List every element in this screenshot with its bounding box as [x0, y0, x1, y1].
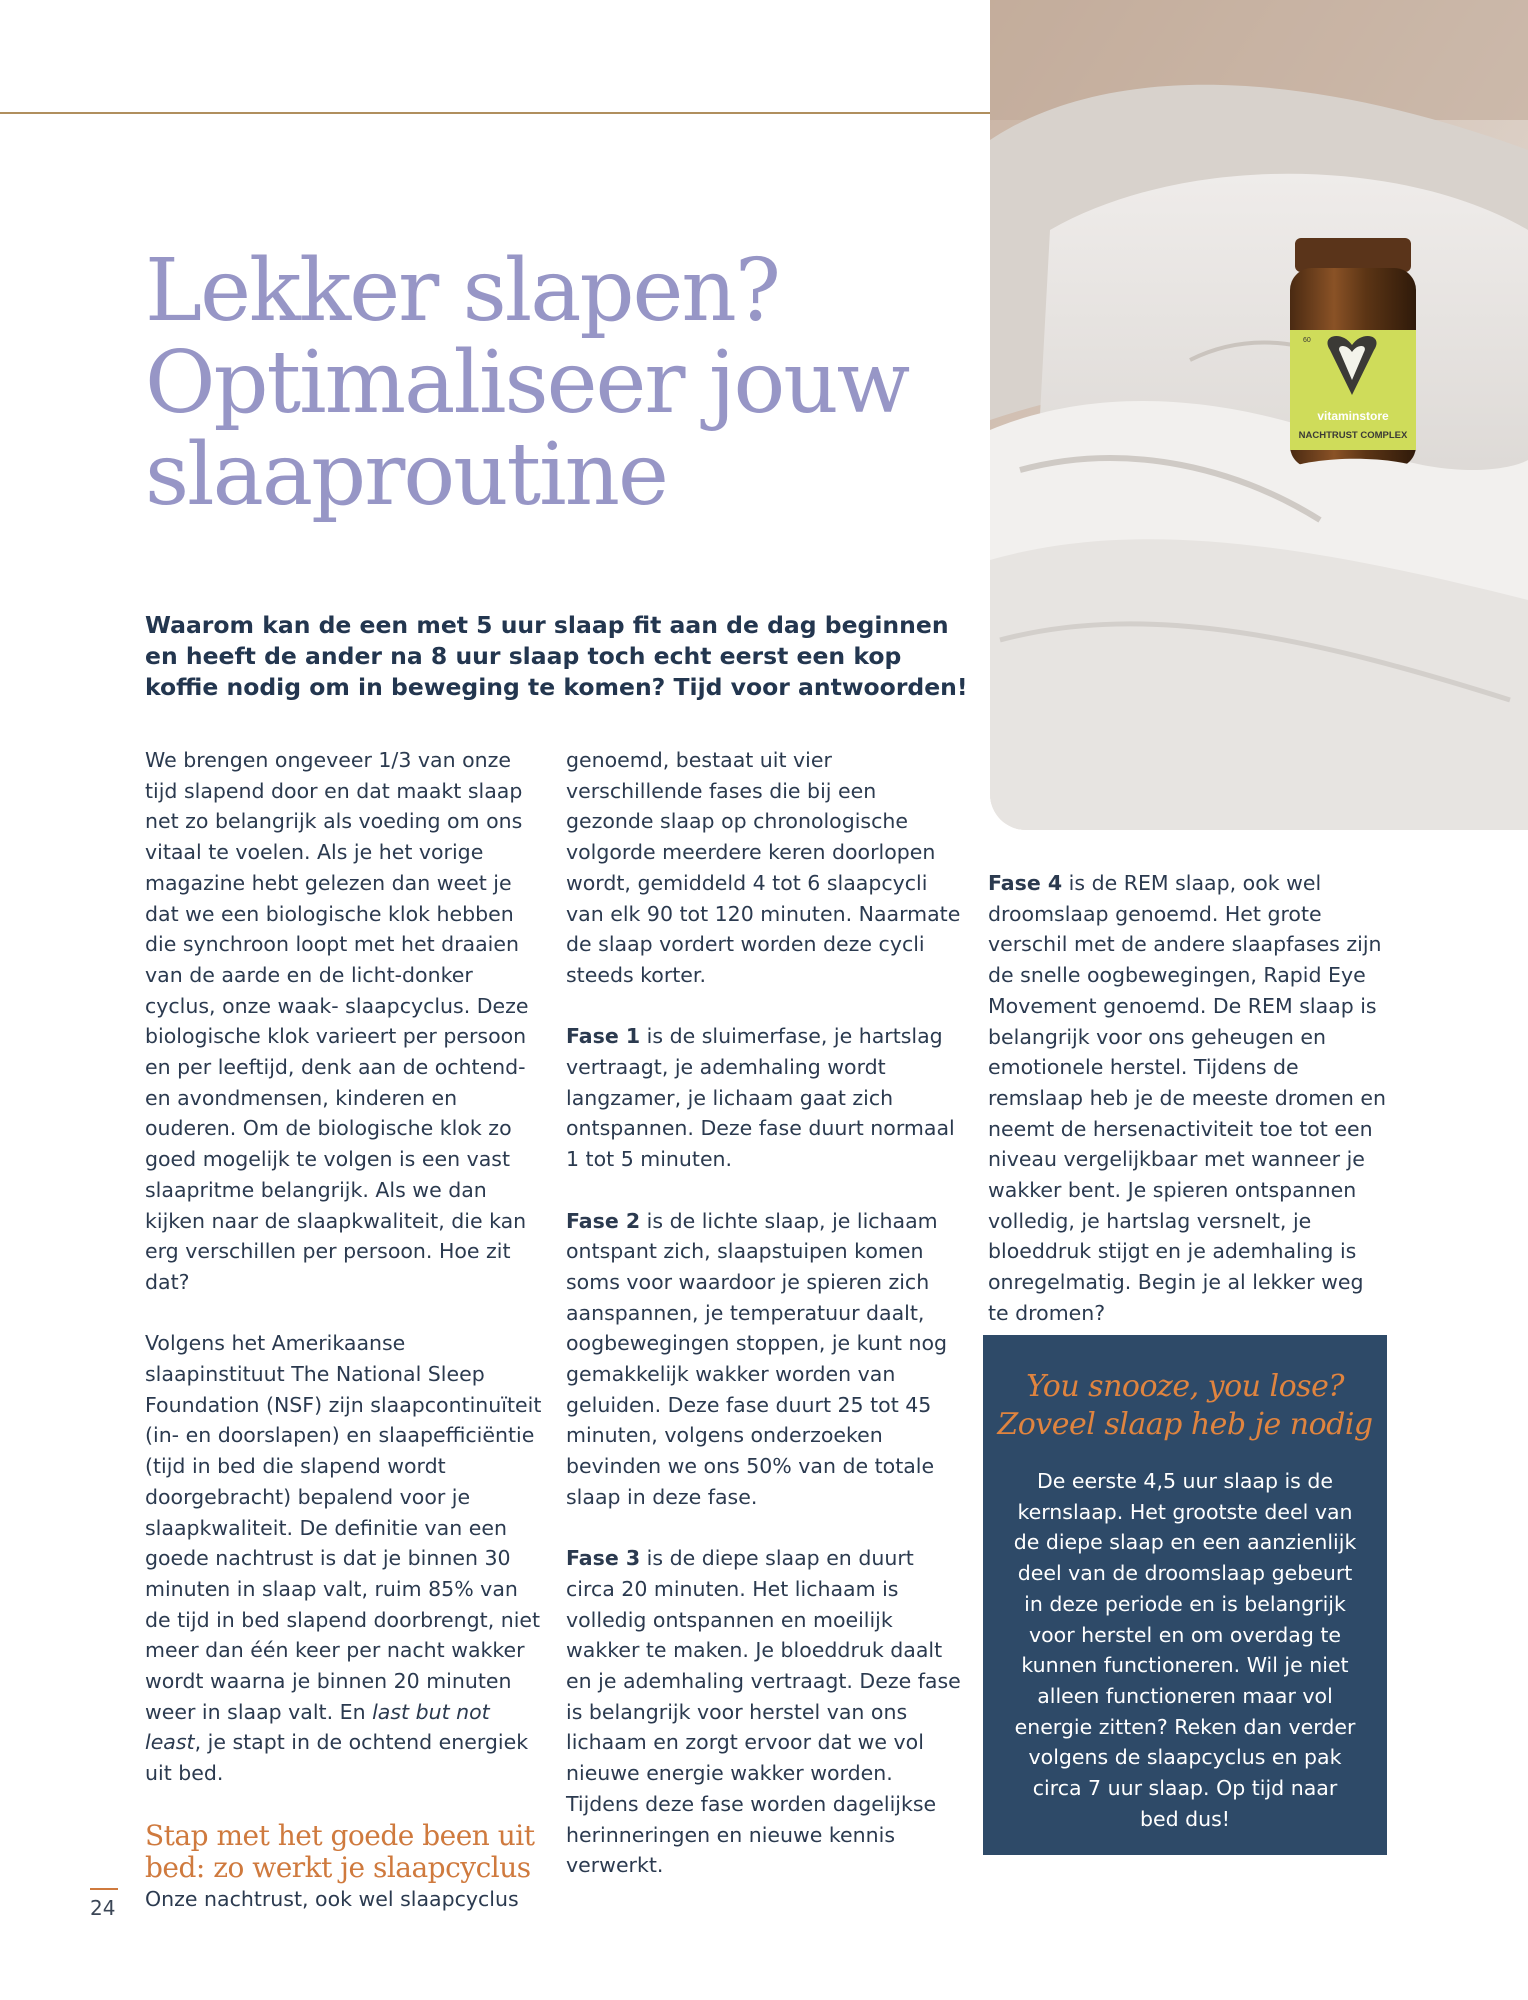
column-2 — [566, 745, 966, 1881]
hero-photo — [990, 0, 1528, 830]
col1-p2-text-b: , je stapt in de ochtend energiek uit bed. — [145, 1730, 529, 1786]
fase-1-text: is de sluimerfase, je hartslag vertraagt, je ademhaling wordt langzamer, je lichaam gaat zich ontspannen. Deze fase duurt normaal 1 tot 5 minuten. — [566, 1024, 955, 1172]
col1-paragraph-1: We brengen ongeveer 1/3 van onze tijd slapend door en dat maakt slaap net zo belangrijk als voeding om ons vitaal te voelen. Als je het vorige magazine hebt gelezen dan weet je dat we een biologische klok hebben die synchroon loopt met het draaien van de aarde en de licht-donker cyclus, onze waak- slaapcyclus. Deze biologische klok varieert per persoon en per leeftijd, denk aan de ochtend- en avondmensen, kinderen en ouderen. Om de biologische klok zo goed mogelijk te volgen is een vast slaapritme belangrijk. Als we dan kijken naar de slaapkwaliteit, die kan erg verschillen per persoon. Hoe zit dat? — [145, 748, 529, 1294]
column-3 — [988, 868, 1388, 1329]
section-subheading: Stap met het goede been uit bed: zo werkt je slaapcyclus — [145, 1818, 535, 1884]
article-lead: Waarom kan de een met 5 uur slaap fit aan de dag beginnen en heeft de ander na 8 uur slaap toch echt eerst een kop koffie nodig om in beweging te komen? Tijd voor antwoorden! — [145, 611, 968, 701]
fase-3-paragraph — [566, 1543, 966, 1881]
callout-title-line-2: Zoveel slaap heb je nodig — [997, 1407, 1373, 1442]
page-number-rule — [90, 1888, 118, 1890]
column-1 — [145, 745, 545, 1914]
col1-paragraph-2 — [145, 1328, 545, 1789]
fase-1-paragraph — [566, 1021, 966, 1175]
bottle-product-label: NACHTRUST COMPLEX — [1298, 430, 1408, 441]
fase-3-label: Fase 3 — [566, 1546, 641, 1571]
bottle-brand-label: vitaminstore — [1317, 409, 1389, 423]
fase-4-paragraph — [988, 868, 1388, 1329]
pillow-bottle-illustration — [990, 0, 1528, 830]
article-title — [145, 241, 945, 525]
callout-body: De eerste 4,5 uur slaap is de kernslaap. Het grootste deel van de diepe slaap en een aanzienlijk deel van de droomslaap gebeurt in deze periode en is belangrijk voor herstel en om overdag te kunnen functioneren. Wil je niet alleen functioneren maar vol energie zitten? Reken dan verder volgens de slaapcyclus en pak circa 7 uur slaap. Op tijd naar bed dus! — [1013, 1469, 1357, 1831]
col1-paragraph-3: Onze nachtrust, ook wel slaapcyclus — [145, 1886, 519, 1911]
sleep-callout-box — [983, 1335, 1387, 1855]
bottle-badge-label: 60 — [1303, 337, 1311, 344]
fase-4-label: Fase 4 — [988, 871, 1063, 895]
callout-title-line-1: You snooze, you lose? — [1026, 1369, 1344, 1404]
callout-title — [983, 1368, 1387, 1444]
page-number: 24 — [90, 1896, 116, 1920]
title-line-2: Optimaliseer jouw — [145, 333, 909, 433]
fase-4-text: is de REM slaap, ook wel droomslaap genoemd. Het grote verschil met de andere slaapfases zijn de snelle oogbewegingen, Rapid Eye Movement genoemd. De REM slaap is belangrijk voor ons geheugen en emotionele herstel. Tijdens de remslaap heb je de meeste dromen en neemt de hersenactiviteit toe tot een niveau vergelijkbaar met wanneer je wakker bent. Je spieren ontspannen volledig, je hartslag versnelt, je bloeddruk stijgt en je ademhaling is onregelmatig. Begin je al lekker weg te dromen? — [988, 871, 1386, 1325]
col1-p2-text-a: Volgens het Amerikaanse slaapinstituut The National Sleep Foundation (NSF) zijn slaapcontinuïteit (in- en doorslapen) en slaapefficiëntie (tijd in bed die slapend wordt doorgebracht) bepalend voor je slaapkwaliteit. De definitie van een goede nachtrust is dat je binnen 30 minuten in slaap valt, ruim 85% van de tijd in bed slapend doorbrengt, niet meer dan één keer per nacht wakker wordt waarna je binnen 20 minuten weer in slaap valt. En — [145, 1331, 542, 1724]
col2-paragraph-1: genoemd, bestaat uit vier verschillende fases die bij een gezonde slaap op chronologische volgorde meerdere keren doorlopen wordt, gemiddeld 4 tot 6 slaapcycli van elk 90 tot 120 minuten. Naarmate de slaap vordert worden deze cycli steeds korter. — [566, 748, 961, 987]
col1-p2-emphasis: last but not least — [145, 1699, 490, 1755]
fase-2-label: Fase 2 — [566, 1208, 641, 1233]
fase-3-text: is de diepe slaap en duurt circa 20 minuten. Het lichaam is volledig ontspannen en moeilijk wakker te maken. Je bloeddruk daalt en je ademhaling vertraagt. Deze fase is belangrijk voor herstel van ons lichaam en zorgt ervoor dat we vol nieuwe energie wakker worden. Tijdens deze fase worden dagelijkse herinneringen en nieuwe kennis verwerkt. — [566, 1546, 961, 1878]
fase-2-paragraph — [566, 1206, 966, 1513]
fase-2-text: is de lichte slaap, je lichaam ontspant zich, slaapstuipen komen soms voor waardoor je spieren zich aanspannen, je temperatuur daalt, oogbewegingen stoppen, je kunt nog gemakkelijk wakker worden van geluiden. Deze fase duurt 25 tot 45 minuten, volgens onderzoeken bevinden we ons 50% van de totale slaap in deze fase. — [566, 1208, 948, 1509]
fase-1-label: Fase 1 — [566, 1024, 641, 1049]
title-line-3: slaaproutine — [145, 425, 667, 525]
title-line-1: Lekker slapen? — [145, 241, 779, 341]
top-divider-rule — [0, 112, 990, 114]
